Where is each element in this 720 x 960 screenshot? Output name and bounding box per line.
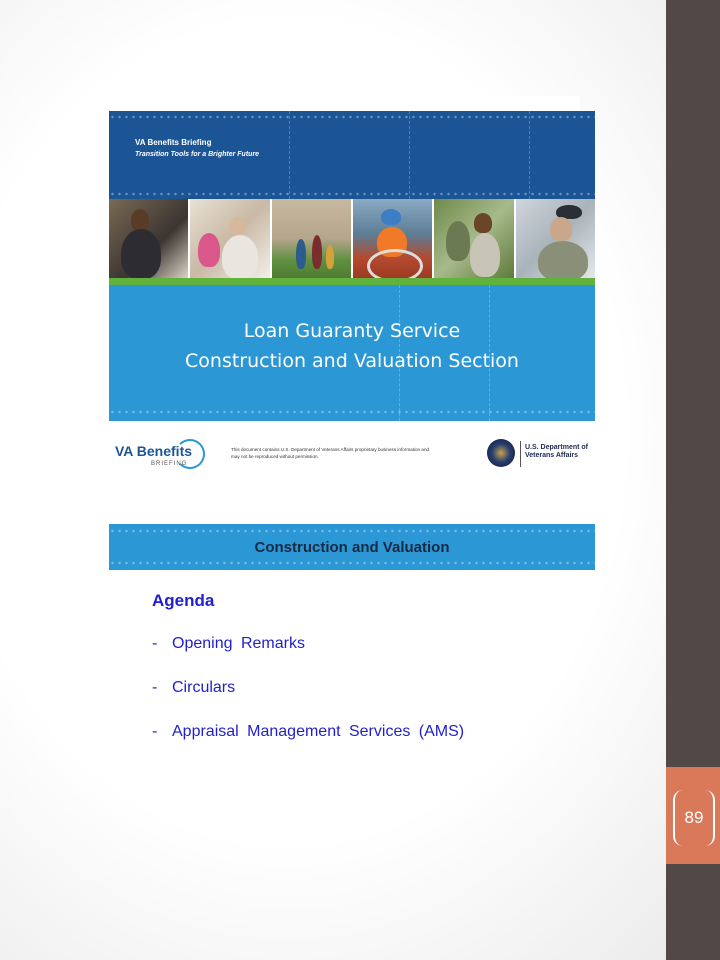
bullet-dash: -: [152, 679, 158, 696]
photo-family-house: [272, 199, 351, 278]
green-accent-bar: [109, 278, 595, 285]
banner-title-line2: Construction and Valuation Section: [185, 350, 519, 372]
bullet-dash: -: [152, 635, 158, 652]
agenda-item-label: Appraisal Management Services (AMS): [172, 723, 465, 740]
department-name: U.S. Department of Veterans Affairs: [525, 444, 589, 459]
dot-pattern: [109, 409, 595, 415]
photo-strip: [109, 199, 595, 278]
disclaimer-text: This document contains U.S. Department of Veterans Affairs proprietary business information and may not be reproduced without permission.: [231, 447, 430, 459]
page-number: 89: [673, 790, 715, 846]
banner-title-line1: Loan Guaranty Service: [243, 320, 461, 342]
dot-pattern: [109, 528, 595, 534]
photo-saluting-soldier: [516, 199, 595, 278]
divider: [520, 441, 521, 467]
agenda-item-label: Circulars: [172, 679, 236, 696]
dot-pattern: [109, 191, 595, 197]
agenda-item-label: Opening Remarks: [172, 635, 305, 652]
agenda-item: [152, 679, 235, 697]
dot-pattern: [109, 114, 595, 120]
title-slide: [109, 96, 589, 480]
title-banner: [109, 285, 595, 421]
photo-businessman: [109, 199, 188, 278]
briefing-header: [109, 111, 595, 199]
agenda-item: [152, 635, 305, 653]
dot-pattern: [109, 560, 595, 566]
section-header: [109, 524, 595, 570]
bullet-dash: -: [152, 723, 158, 740]
va-benefits-logo: [115, 443, 205, 471]
decor-line: [409, 111, 411, 199]
decor-line: [289, 111, 291, 199]
decor-line: [529, 111, 531, 199]
photo-mother-children: [434, 199, 513, 278]
agenda-heading: Agenda: [152, 591, 215, 610]
agenda-item: [152, 723, 464, 741]
briefing-subtitle: Transition Tools for a Brighter Future: [135, 151, 260, 158]
va-seal-icon: [487, 439, 515, 467]
photo-grandparent: [190, 199, 269, 278]
briefing-title: VA Benefits Briefing: [135, 138, 212, 147]
section-title: Construction and Valuation: [254, 539, 450, 556]
logo-text: VA Benefits: [115, 443, 193, 459]
photo-wheelchair-athlete: [353, 199, 432, 278]
logo-subtext: BRIEFING: [151, 461, 188, 467]
